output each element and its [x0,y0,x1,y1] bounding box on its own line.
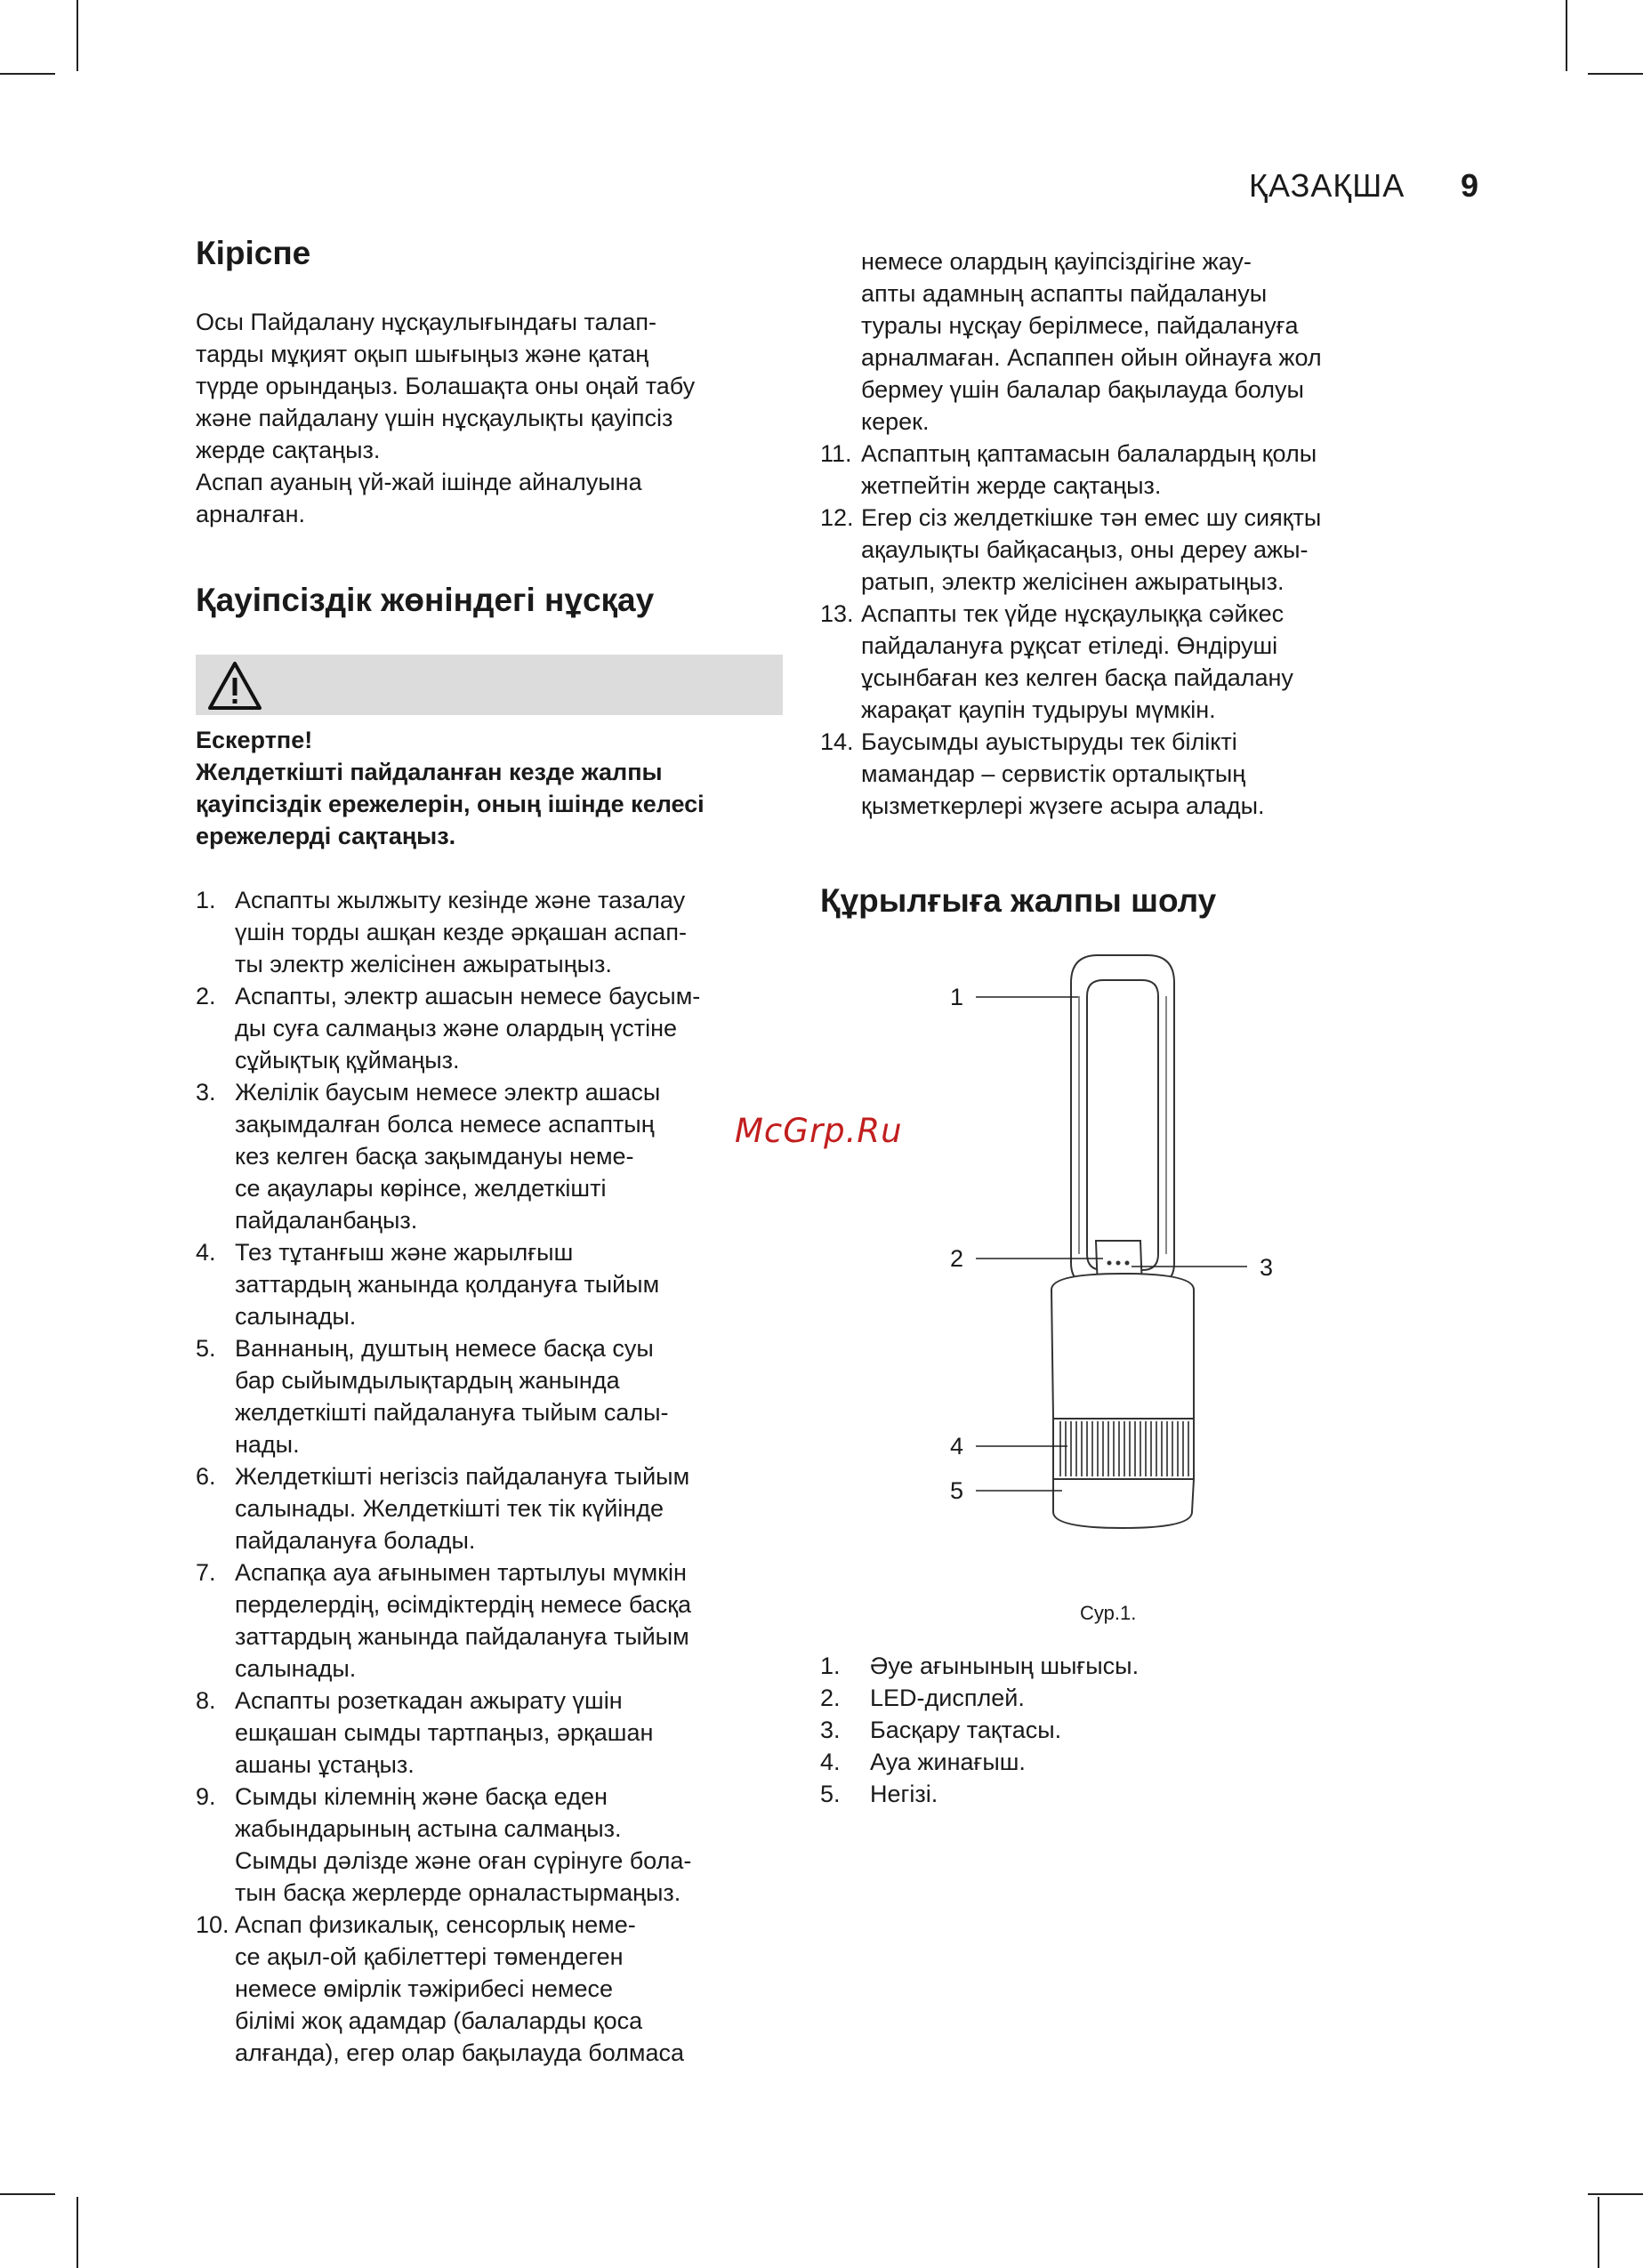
text-line: апты адамның аспапты пайдалануы [861,280,1268,307]
item-number: 2. [820,1685,841,1711]
list-item [820,1714,1434,1746]
text-line: Тез тұтанғыш және жарылғыш [235,1239,574,1266]
text-line: ды суға салмаңыз және олардың үстіне [235,1015,678,1042]
item-number: 1. [820,1653,841,1679]
text-line: Сымды дәлізде және оған сүрінуге бола- [235,1847,692,1874]
item-number: 14. [820,728,854,755]
item-number: 5. [196,1335,216,1362]
list-item [196,1909,783,2069]
text-line: Егер сіз желдеткішке тән емес шу сияқты [861,504,1322,531]
item-number: 11. [820,440,852,467]
text-line: Аспап физикалық, сенсорлық неме- [235,1911,636,1938]
item-number: 13. [820,600,854,627]
text-line: жетпейтін жерде сақтаңыз. [861,472,1162,499]
text-line: жерде сақтаңыз. [196,437,381,463]
text-line: түрде орындаңыз. Болашақта оны оңай табу [196,373,696,399]
text-line: ашаны ұстаңыз. [235,1751,415,1778]
text-line: салынады. [235,1655,357,1682]
list-item [820,1682,1434,1714]
text-line: ақаулықты байқасаңыз, оны дереу ажы- [861,536,1309,563]
list-item [196,1781,783,1909]
text-line: нады. [235,1431,300,1458]
text-line: Аспапты розеткадан ажырату үшін [235,1687,623,1714]
figure-caption: Сур.1. [1080,1602,1137,1624]
text-line: қызметкерлері жүзеге асыра алады. [861,792,1265,819]
item-number: 7. [196,1559,216,1586]
text-line: қауіпсіздік ережелерін, оның ішінде келесі [196,791,705,817]
text-line: Желдеткішті пайдаланған кезде жалпы [196,759,663,785]
list-item [820,502,1434,598]
list-item [820,598,1434,726]
item-number: 4. [196,1239,216,1266]
part-label: Ауа жинағыш. [870,1749,1026,1775]
text-line: немесе олардың қауіпсіздігіне жау- [861,248,1252,275]
text-line: Сымды кілемнің және басқа еден [235,1783,608,1810]
device-base [1053,1479,1194,1528]
item-number: 3. [196,1079,216,1106]
text-line: бар сыйымдылықтардың жанында [235,1367,620,1394]
item-number: 12. [820,504,854,531]
callout-5: 5 [950,1477,964,1504]
item-number: 1. [196,887,216,913]
text-line: кез келген басқа зақымдануы неме- [235,1143,634,1170]
text-line: се ақыл-ой қабілеттері төмендеген [235,1943,624,1970]
safety-list-continued [820,438,1434,822]
text-line: тарды мұқият оқып шығыңыз және қатаң [196,341,649,367]
crop-mark [1588,2193,1643,2195]
crop-mark [77,0,78,71]
text-line: перделердің, өсімдіктердің немесе басқа [235,1591,692,1618]
item-number: 2. [196,983,216,1009]
inner-loop [1087,980,1158,1270]
crop-mark [1598,2197,1599,2268]
text-line: және пайдалану үшін нұсқаулықты қауіпсіз [196,405,673,431]
part-label: LED-дисплей. [870,1685,1025,1711]
text-line: ұсынбаған кез келген басқа пайдалану [861,664,1293,691]
text-line: салынады. [235,1303,357,1330]
item-number: 5. [820,1781,841,1807]
list-item [820,438,1434,502]
list-item [196,1332,783,1460]
intro-text [196,306,783,530]
list-item [196,1236,783,1332]
text-line: пайдалануға рұқсат етіледі. Өндіруші [861,632,1278,659]
text-line: Желдеткішті негізсіз пайдалануға тыйым [235,1463,690,1490]
text-line: салынады. Желдеткішті тек тік күйінде [235,1495,664,1522]
list-item [820,1778,1434,1810]
list-item [196,1460,783,1556]
list-item [196,1556,783,1685]
text-line: заттардың жанында пайдалануға тыйым [235,1623,689,1650]
text-line: Ваннаның, душтың немесе басқа суы [235,1335,654,1362]
warning-triangle-icon [206,660,263,712]
text-line: Аспап ауаның үй-жай ішінде айналуына [196,469,642,495]
list-item [820,1746,1434,1778]
text-line: пайдаланбаңыз. [235,1207,418,1234]
text-line: жабындарының астына салмаңыз. [235,1815,622,1842]
language-label: ҚАЗАҚША [1249,167,1405,204]
left-column [196,233,783,2069]
text-line: Желілік баусым немесе электр ашасы [235,1079,661,1106]
text-line: заттардың жанында қолдануға тыйым [235,1271,660,1298]
page-number: 9 [1461,167,1479,204]
tower-fan-illustration [820,934,1434,1592]
text-line: сұйықтық құймаңыз. [235,1047,460,1074]
safety-list [196,884,783,2069]
list-item [196,1076,783,1236]
parts-list [820,1650,1434,1810]
callout-3: 3 [1260,1254,1274,1281]
text-line: Аспапты жылжыту кезінде және тазалау [235,887,686,913]
text-line: немесе өмірлік тәжірибесі немесе [235,1975,613,2002]
safety-title: Қауіпсіздік жөніндегі нұсқау [196,582,655,618]
text-line: Баусымды ауыстыруды тек білікті [861,728,1237,755]
text-line: се ақаулары көрінсе, желдеткішті [235,1175,607,1202]
part-label: Әуе ағынының шығысы. [870,1653,1140,1679]
list-item [820,1650,1434,1682]
text-line: мамандар – сервистік орталықтың [861,760,1246,787]
text-line: арналған. [196,501,305,527]
item-number: 6. [196,1463,216,1490]
watermark: McGrp.Ru [735,1112,903,1150]
text-line: Аспаптың қаптамасын балалардың қолы [861,440,1317,467]
list-item [196,1685,783,1781]
text-line: Аспапты, электр ашасын немесе баусым- [235,983,701,1009]
text-line: ережелерді сақтаңыз. [196,823,456,849]
text-line: арналмаған. Аспаппен ойын ойнауға жол [861,344,1322,371]
text-line: бермеу үшін балалар бақылауда болуы [861,376,1304,403]
text-line: алғанда), егер олар бақылауда болмаса [235,2039,684,2066]
crop-mark [1588,73,1643,75]
crop-mark [77,2197,78,2268]
list-item [196,884,783,980]
text-line: пайдалануға болады. [235,1527,476,1554]
text-line: үшін торды ашқан кезде әрқашан аспап- [235,919,687,945]
part-label: Басқару тақтасы. [870,1717,1062,1743]
text-line: Аспапқа ауа ағынымен тартылуы мүмкін [235,1559,687,1586]
text-line: тын басқа жерлерде орналастырмаңыз. [235,1879,681,1906]
device-body [1051,1274,1194,1419]
right-column [820,245,1434,1810]
crop-mark [0,73,55,75]
crop-mark [0,2193,55,2195]
text-line: желдеткішті пайдалануға тыйым салы- [235,1399,669,1426]
list-item [196,980,783,1076]
text-line: білімі жоқ адамдар (балаларды қоса [235,2007,643,2034]
warning-label: Ескертпе! [196,727,313,753]
item-number: 9. [196,1783,216,1810]
item-number: 8. [196,1687,216,1714]
text-line: Осы Пайдалану нұсқаулығындағы талап- [196,309,657,335]
item-number: 4. [820,1749,841,1775]
device-figure [820,934,1434,1650]
list-item [820,726,1434,822]
intro-title: Кіріспе [196,235,311,271]
text-line: жарақат қаупін тудыруы мүмкін. [861,696,1216,723]
part-label: Негізі. [870,1781,938,1807]
text-line: ешқашан сымды тартпаңыз, әрқашан [235,1719,654,1746]
item-number: 3. [820,1717,841,1743]
warning-text [196,756,783,852]
callout-1: 1 [950,984,964,1010]
text-line: керек. [861,408,930,435]
text-line: туралы нұсқау берілмесе, пайдалануға [861,312,1299,339]
text-line: Аспапты тек үйде нұсқаулыққа сәйкес [861,600,1285,627]
text-line: зақымдалған болса немесе аспаптың [235,1111,655,1138]
text-line: ратып, электр желісінен ажыратыңыз. [861,568,1285,595]
item-number: 10. [196,1911,230,1938]
item10-continuation [820,245,1434,438]
warning-banner [196,655,783,715]
callout-2: 2 [950,1245,964,1272]
crop-mark [1566,0,1567,71]
callout-4: 4 [950,1433,964,1460]
overview-title: Құрылғыға жалпы шолу [820,882,1217,919]
text-line: ты электр желісінен ажыратыңыз. [235,951,612,977]
